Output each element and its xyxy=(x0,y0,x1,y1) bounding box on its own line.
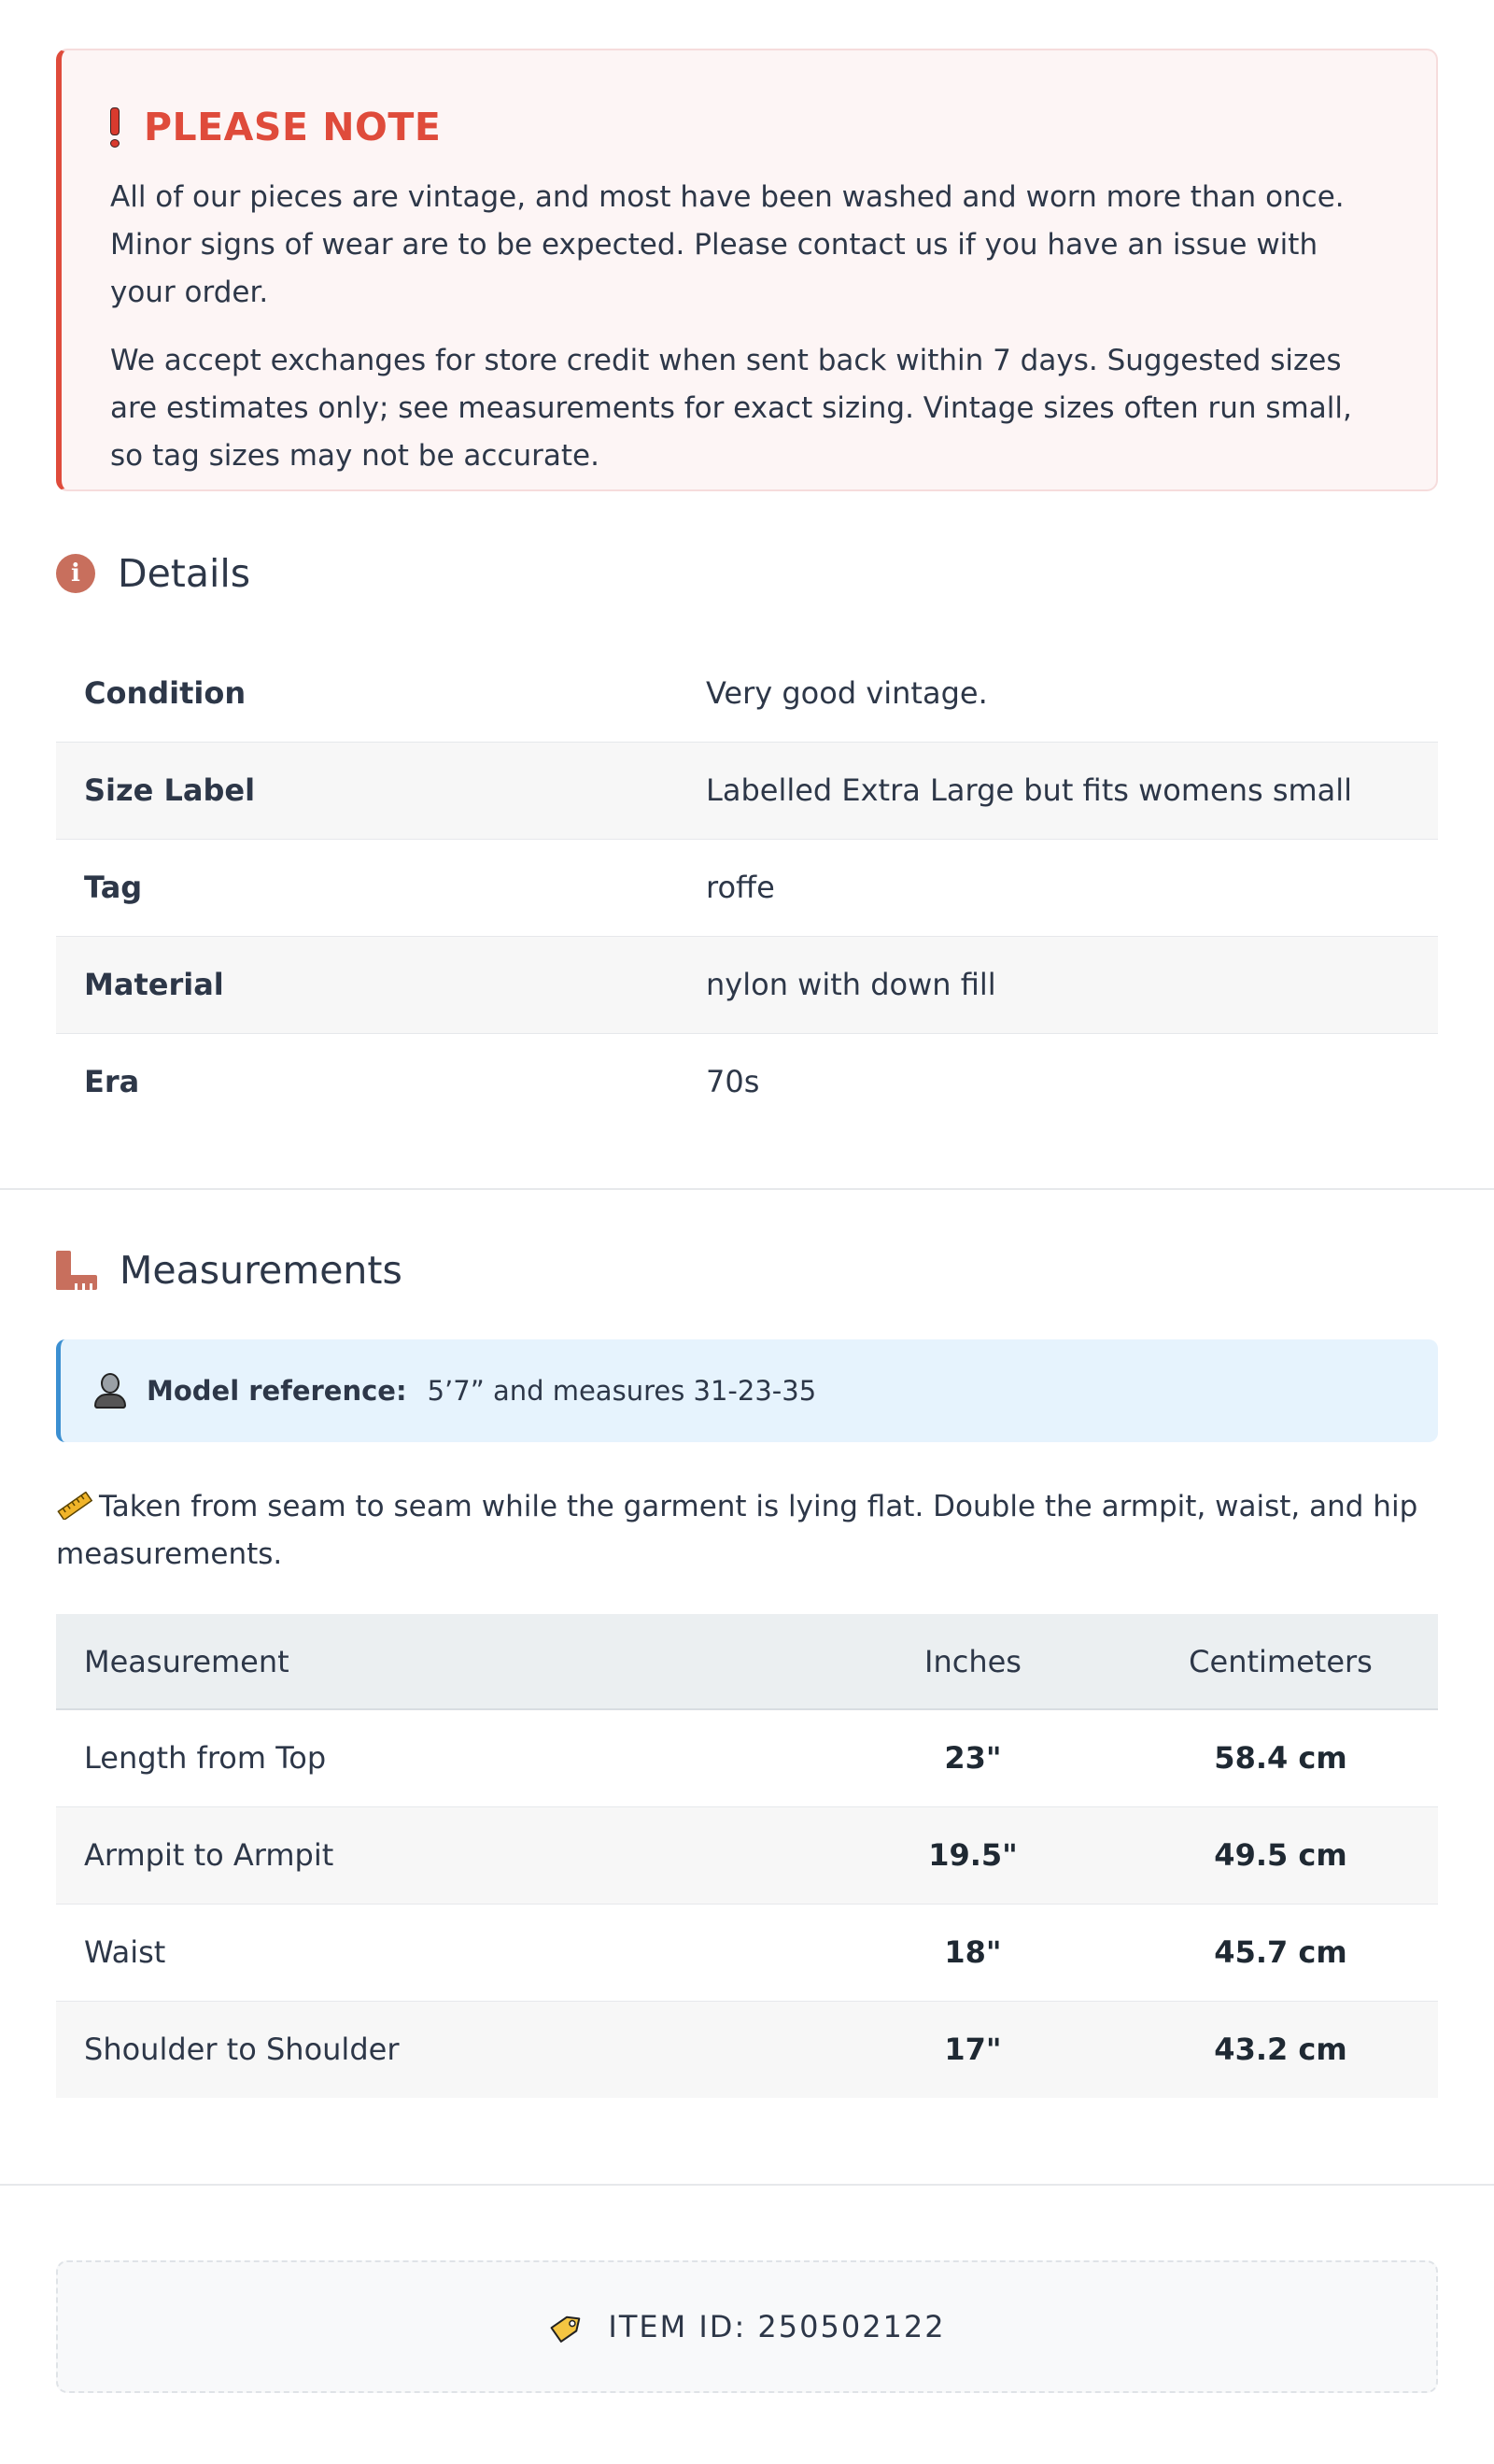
item-id: ITEM ID: 250502122 xyxy=(608,2309,946,2344)
detail-value: 70s xyxy=(678,1033,1438,1130)
measurement-cm: 45.7 cm xyxy=(1123,1904,1438,2001)
ruler-icon xyxy=(56,1251,97,1290)
measurement-inches: 19.5" xyxy=(823,1806,1123,1904)
detail-value: nylon with down fill xyxy=(678,936,1438,1033)
notice-box xyxy=(56,49,1438,491)
table-row xyxy=(56,1904,1438,2001)
measurement-hint xyxy=(56,1483,1438,1579)
measurement-cm: 58.4 cm xyxy=(1214,1740,1347,1777)
notice-paragraph: We accept exchanges for store credit when sent back within 7 days. Suggested sizes are estimates only; see measurements for exact sizing. Vintage sizes often run small, so tag sizes may not be accurate. xyxy=(110,344,1352,473)
model-label: Model reference: xyxy=(147,1375,407,1407)
detail-label: Era xyxy=(56,1033,678,1130)
notice-paragraph: All of our pieces are vintage, and most have been washed and worn more than once. Minor signs of wear are to be expected. Please contact us if you have an issue with your order. xyxy=(110,180,1345,309)
details-table xyxy=(56,644,1438,1130)
table-row xyxy=(56,2001,1438,2098)
notice-header xyxy=(110,105,1388,149)
detail-value: roffe xyxy=(678,839,1438,936)
detail-label: Condition xyxy=(84,674,247,711)
column-header: Measurement xyxy=(56,1614,823,1709)
table-row xyxy=(56,644,1438,742)
measurement-name: Shoulder to Shoulder xyxy=(56,2001,823,2098)
item-id-box xyxy=(56,2260,1438,2393)
details-header xyxy=(56,551,1438,596)
measurements-title: Measurements xyxy=(120,1248,402,1293)
detail-value: Labelled Extra Large but fits womens small xyxy=(678,742,1438,839)
notice-title: PLEASE NOTE xyxy=(144,105,442,149)
table-row xyxy=(56,742,1438,839)
detail-label: Material xyxy=(56,936,678,1033)
exclamation-icon xyxy=(110,107,120,148)
table-row xyxy=(56,1806,1438,1904)
model-value: 5’7” and measures 31-23-35 xyxy=(427,1375,817,1407)
detail-value: Very good vintage. xyxy=(706,674,988,711)
detail-label: Tag xyxy=(56,839,678,936)
measurement-name: Length from Top xyxy=(84,1740,327,1777)
table-row xyxy=(56,1033,1438,1130)
table-row xyxy=(56,839,1438,936)
details-title: Details xyxy=(118,551,251,596)
measurements-header xyxy=(56,1248,1438,1293)
table-row xyxy=(56,1709,1438,1806)
hint-text: Taken from seam to seam while the garment is lying flat. Double the armpit, waist, and hip measurements. xyxy=(56,1490,1418,1571)
table-row xyxy=(56,936,1438,1033)
measurement-name: Waist xyxy=(56,1904,823,2001)
model-reference xyxy=(56,1339,1438,1442)
measurement-cm: 43.2 cm xyxy=(1123,2001,1438,2098)
measurement-inches: 17" xyxy=(823,2001,1123,2098)
info-icon: i xyxy=(56,554,95,593)
measurements-table xyxy=(56,1614,1438,2098)
column-header: Inches xyxy=(823,1614,1123,1709)
measurement-inches: 18" xyxy=(823,1904,1123,2001)
tag-icon xyxy=(548,2309,587,2344)
ruler-pencil-icon xyxy=(56,1492,93,1520)
person-icon xyxy=(94,1373,126,1409)
measurement-cm: 49.5 cm xyxy=(1123,1806,1438,1904)
detail-label: Size Label xyxy=(56,742,678,839)
table-header-row xyxy=(56,1614,1438,1709)
column-header: Centimeters xyxy=(1123,1614,1438,1709)
measurement-name: Armpit to Armpit xyxy=(56,1806,823,1904)
measurement-inches: 23" xyxy=(944,1740,1002,1777)
